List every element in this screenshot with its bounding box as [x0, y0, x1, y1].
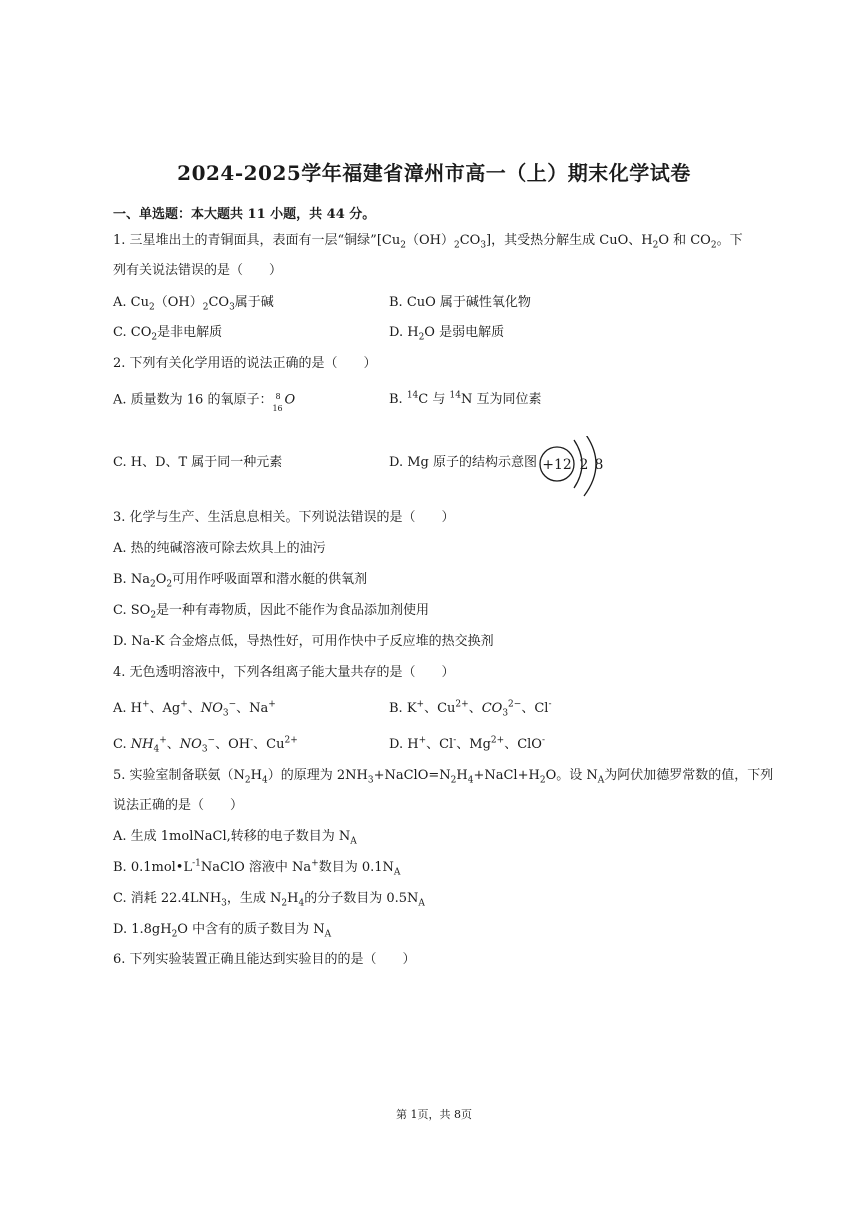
question-3-stem: 3. 化学与生产、生活息息相关。下列说法错误的是（ ）: [113, 510, 455, 525]
question-6-stem: 6. 下列实验装置正确且能达到实验目的的是（ ）: [113, 952, 416, 967]
question-2-option-c: C. H、D、T 属于同一种元素: [113, 455, 283, 470]
question-2-option-a: A. 质量数为 16 的氧原子： 8 16 O: [113, 392, 296, 413]
question-1-stem: 1. 三星堆出土的青铜面具，表面有一层“铜绿$”[Cu_2(OH)_2CO_3]$，其受热分解生成 CuO、$H_2O$ 和 $CO_2$。下: [113, 233, 743, 251]
question-4-option-d: D. H+、Cl-、$Mg^{2+}$、ClO-: [389, 735, 545, 752]
question-4-option-c: C. $NH_4^+$、$NO_3^-$、OH-、$Cu^{2+}$: [113, 735, 298, 755]
nucleus-charge: +12: [542, 457, 572, 473]
question-1-option-b: B. CuO 属于碱性氧化物: [389, 295, 531, 310]
question-4-option-b: B. K+、$Cu^{2+}$、$CO_3^{2-}$、Cl-: [389, 699, 552, 719]
question-5-option-c: C. 消耗 $22.4LNH_3$，生成 $N_2H_4$的分子数目为 $0.5N_A$: [113, 891, 425, 909]
question-2-option-b: B. $^{14}$C 与 $^{14}$N 互为同位素: [389, 390, 542, 407]
question-1-option-c: C. $CO_2$是非电解质: [113, 325, 223, 343]
mg-atom-structure-diagram: [538, 436, 618, 500]
question-1-stem-line2: 列有关说法错误的是（ ）: [113, 263, 283, 278]
question-1-option-a: A. $Cu_2(OH)_2CO_3$属于碱: [113, 295, 274, 313]
nuclide-notation: 8 16: [272, 392, 283, 413]
page-title: 2024-2025学年福建省漳州市高一（上）期末化学试卷: [177, 161, 691, 185]
question-3-option-b: B. $Na_2O_2$可用作呼吸面罩和潜水艇的供氧剂: [113, 572, 368, 590]
question-1-option-d: D. $H_2O$ 是弱电解质: [389, 325, 505, 343]
question-5-option-d: D. $1.8gH_2O$ 中含有的质子数目为 $N_A$: [113, 922, 332, 940]
section-heading: 一、单选题：本大题共 11 小题，共 44 分。: [113, 207, 376, 222]
question-5-stem-line2: 说法正确的是（ ）: [113, 798, 244, 813]
shell-2-electrons: 8: [594, 457, 604, 473]
question-5-option-a: A. 生成 1molNaCl,转移的电子数目为 $N_A$: [113, 829, 357, 847]
question-3-option-a: A. 热的纯碱溶液可除去炊具上的油污: [113, 541, 326, 556]
question-4-option-a: A. H+、Ag+、$NO_3^-$、Na+: [113, 699, 276, 719]
question-3-option-c: C. $SO_2$是一种有毒物质，因此不能作为食品添加剂使用: [113, 603, 430, 621]
question-2-stem: 2. 下列有关化学用语的说法正确的是（ ）: [113, 356, 377, 371]
question-5-stem: 5. 实验室制备联氨$(N_2H_4)$的原理为 $2NH_3+NaClO=N_2H_4+NaCl+H_2O$。设 $N_A$为阿伏加德罗常数的值，下列: [113, 768, 774, 786]
question-3-option-d: D. Na-K 合金熔点低，导热性好，可用作快中子反应堆的热交换剂: [113, 634, 494, 649]
question-2-option-d: D. Mg 原子的结构示意图: [389, 455, 537, 470]
question-5-option-b: B. $0.1mol•L^{-1}NaClO$ 溶液中 Na+数目为 $0.1N_A$: [113, 858, 401, 878]
page-footer: 第 1页，共 8页: [396, 1108, 472, 1121]
shell-1-electrons: 2: [579, 457, 589, 473]
question-4-stem: 4. 无色透明溶液中，下列各组离子能大量共存的是（ ）: [113, 665, 455, 680]
